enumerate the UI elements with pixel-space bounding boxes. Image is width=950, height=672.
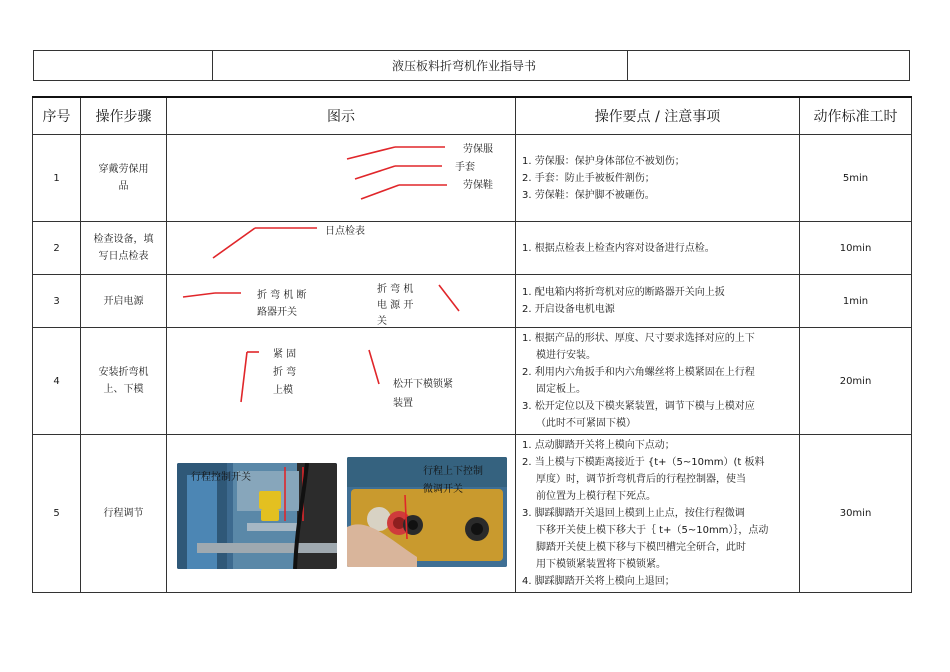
label-fix-upper-1: 紧 固 xyxy=(273,349,297,360)
note-line: 模进行安装。 xyxy=(536,350,596,361)
annotation-lines xyxy=(167,275,516,328)
note-line: 厚度）时，调节折弯机背后的行程控制器，使当 xyxy=(536,474,746,485)
row-figure xyxy=(167,222,516,275)
row-notes xyxy=(516,275,800,328)
row-time: 20min xyxy=(800,328,912,435)
photo-fine-adjust xyxy=(347,457,507,567)
note-line: 1. 劳保服：保护身体部位不被划伤； xyxy=(522,155,685,167)
header-divider-left xyxy=(212,51,213,80)
row-figure xyxy=(167,275,516,328)
row-number: 5 xyxy=(33,435,81,593)
step-line: 品 xyxy=(118,181,129,192)
row-number: 2 xyxy=(33,222,81,275)
step-line: 检查设备，填 xyxy=(93,234,154,245)
step-line: 行程调节 xyxy=(103,508,144,519)
note-line: 用下模锁紧装置将下模锁紧。 xyxy=(536,559,666,570)
label-stroke-updown: 行程上下控制 xyxy=(423,466,483,477)
photo-stroke-control xyxy=(177,463,337,569)
note-line: 1. 根据产品的形状、厚度、尺寸要求选择对应的上下 xyxy=(522,333,755,344)
header-step: 操作步骤 xyxy=(81,97,167,135)
row-time: 5min xyxy=(800,135,912,222)
row-time: 10min xyxy=(800,222,912,275)
note-line: 3. 劳保鞋：保护脚不被砸伤。 xyxy=(522,189,655,201)
step-line: 穿戴劳保用 xyxy=(98,164,149,175)
row-number: 1 xyxy=(33,135,81,222)
label-stroke-control-switch: 行程控制开关 xyxy=(191,472,251,483)
header-figure: 图示 xyxy=(167,97,516,135)
label-inspection-sheet: 日点检表 xyxy=(325,226,365,237)
note-line: 脚踏开关使上模下移与下模凹槽完全研合，此时 xyxy=(536,542,746,553)
row-step xyxy=(81,275,167,328)
table-row xyxy=(33,135,912,222)
row-notes xyxy=(516,328,800,435)
row-time: 1min xyxy=(800,275,912,328)
note-line: 1. 点动脚踏开关将上模向下点动； xyxy=(522,440,675,451)
note-line: 3. 松开定位以及下模夹紧装置，调节下模与上模对应 xyxy=(522,401,755,412)
header-notes: 操作要点 / 注意事项 xyxy=(516,97,800,135)
row-number: 3 xyxy=(33,275,81,328)
row-notes xyxy=(516,222,800,275)
label-power-switch-3: 关 xyxy=(377,316,387,327)
row-notes xyxy=(516,135,800,222)
note-line: 1. 配电箱内将折弯机对应的断路器开关向上扳 xyxy=(522,287,725,298)
row-figure xyxy=(167,328,516,435)
annotation-lines xyxy=(167,328,516,435)
label-ppe-clothing: 劳保服 xyxy=(463,144,493,155)
document-header xyxy=(33,50,910,81)
label-fix-upper-2: 折 弯 xyxy=(273,367,297,378)
label-release-lower-2: 装置 xyxy=(393,398,413,409)
label-power-switch-2: 电 源 开 xyxy=(377,300,414,311)
note-line: （此时不可紧固下模） xyxy=(536,418,636,429)
document-title: 液压板料折弯机作业指导书 xyxy=(391,59,536,73)
table-row xyxy=(33,275,912,328)
label-fix-upper-3: 上模 xyxy=(273,385,293,396)
header-time: 动作标准工时 xyxy=(800,97,912,135)
instruction-table xyxy=(32,96,912,593)
row-figure xyxy=(167,135,516,222)
note-line: 2. 开启设备电机电源 xyxy=(522,304,615,315)
row-step xyxy=(81,328,167,435)
note-line: 3. 脚踩脚踏开关退回上模到上止点，按住行程微调 xyxy=(522,508,745,519)
note-line: 4. 脚踩脚踏开关将上模向上退回； xyxy=(522,576,675,587)
row-figure xyxy=(167,435,516,593)
note-line: 2. 手套：防止手被板件割伤； xyxy=(522,172,655,184)
table-header-row xyxy=(33,97,912,135)
row-number: 4 xyxy=(33,328,81,435)
step-line: 开启电源 xyxy=(103,295,144,307)
label-gloves: 手套 xyxy=(455,162,475,173)
label-breaker-switch-1: 折 弯 机 断 xyxy=(257,290,307,301)
note-line: 2. 当上模与下模距离接近于 {t+（5~10mm）(t 板料 xyxy=(522,457,765,468)
step-line: 上、下模 xyxy=(103,384,144,395)
table-row xyxy=(33,222,912,275)
row-step xyxy=(81,435,167,593)
label-power-switch-1: 折 弯 机 xyxy=(377,284,414,295)
table-row xyxy=(33,435,912,593)
label-safety-shoes: 劳保鞋 xyxy=(463,180,493,191)
note-line: 1. 根据点检表上检查内容对设备进行点检。 xyxy=(522,242,715,254)
header-no: 序号 xyxy=(33,97,81,135)
label-breaker-switch-2: 路器开关 xyxy=(257,307,297,318)
step-line: 安装折弯机 xyxy=(98,367,149,378)
note-line: 2. 利用内六角扳手和内六角螺丝将上模紧固在上行程 xyxy=(522,367,755,378)
row-time: 30min xyxy=(800,435,912,593)
row-step xyxy=(81,222,167,275)
note-line: 下移开关使上模下移大于｛ t+（5~10mm）｝，点动 xyxy=(536,525,769,536)
row-step xyxy=(81,135,167,222)
label-fine-adjust-switch: 微调开关 xyxy=(423,484,463,495)
label-release-lower-1: 松开下模锁紧 xyxy=(393,379,453,390)
row-notes xyxy=(516,435,800,593)
table-row xyxy=(33,328,912,435)
note-line: 固定板上。 xyxy=(536,384,586,395)
note-line: 前位置为上模行程下死点。 xyxy=(536,491,656,502)
step-line: 写日点检表 xyxy=(98,251,149,262)
